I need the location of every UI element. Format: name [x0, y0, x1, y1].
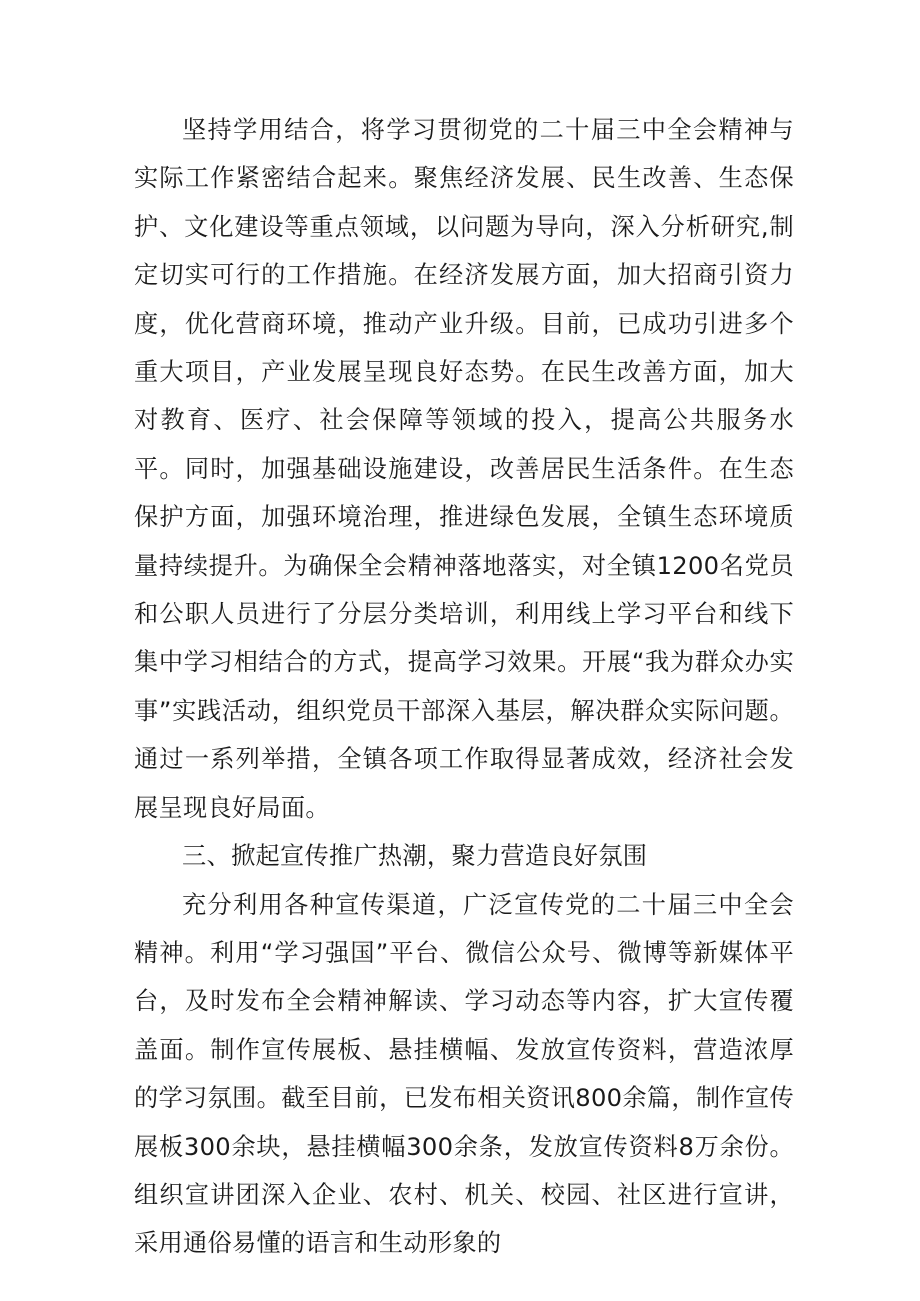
paragraph-study-application: 坚持学用结合，将学习贯彻党的二十届三中全会精神与实际工作紧密结合起来。聚焦经济发展、民生改善、生态保护、文化建设等重点领域，以问题为导向，深入分析研究,制定切实可行的工作措施。在经济发展方面，加大招商引资力度，优化营商环境，推动产业升级。目前，已成功引进多个重大项目，产业发展呈现良好态势。在民生改善方面，加大对教育、医疗、社会保障等领域的投入，提高公共服务水平。同时，加强基础设施建设，改善居民生活条件。在生态保护方面，加强环境治理，推进绿色发展，全镇生态环境质量持续提升。为确保全会精神落地落实，对全镇1200名党员和公职人员进行了分层分类培训，利用线上学习平台和线下集中学习相结合的方式，提高学习效果。开展“我为群众办实事”实践活动，组织党员干部深入基层，解决群众实际问题。通过一系列举措，全镇各项工作取得显著成效，经济社会发展呈现良好局面。 — [134, 116, 794, 822]
document-body — [134, 106, 794, 1268]
section-heading-publicity: 三、掀起宣传推广热潮，聚力营造良好氛围 — [182, 842, 648, 871]
paragraph-publicity-channels: 充分利用各种宣传渠道，广泛宣传党的二十届三中全会精神。利用“学习强国”平台、微信公众号、微博等新媒体平台，及时发布全会精神解读、学习动态等内容，扩大宣传覆盖面。制作宣传展板、悬挂横幅、发放宣传资料，营造浓厚的学习氛围。截至目前，已发布相关资讯800余篇，制作宣传展板300余块，悬挂横幅300余条，发放宣传资料8万余份。组织宣讲团深入企业、农村、机关、校园、社区进行宣讲，采用通俗易懂的语言和生动形象的 — [134, 890, 794, 1258]
